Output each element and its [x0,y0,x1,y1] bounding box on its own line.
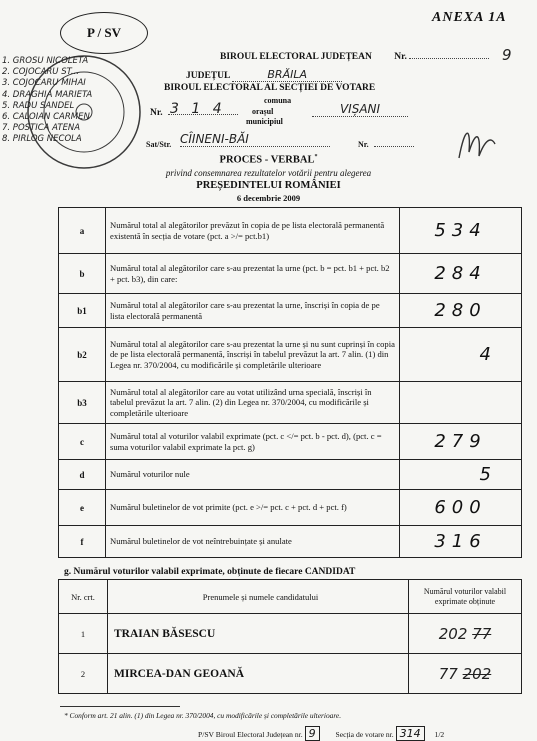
section-office-title: BIROUL ELECTORAL AL SECȚIEI DE VOTARE [164,83,376,93]
row-value: 5 [400,460,522,490]
signature-1: 1. GROSU NICOLETA [2,56,89,66]
row-value: 600 [400,490,522,526]
document-title: PROCES - VERBAL* [219,154,318,166]
row-text: Numărul buletinelor de vot primite (pct. e >/= pct. c + pct. d + pct. f) [106,490,400,526]
table-row [59,614,522,654]
row-code: d [59,460,106,490]
footnote: * Conform art. 21 alin. (1) din Legea nr. 370/2004, cu modificările și completările ulterioare. [64,711,342,720]
document-subtitle: privind consemnarea rezultatelor votării pentru alegerea [165,168,372,178]
annex-label: ANEXA 1A [432,10,507,25]
row-text: Numărul total al alegătorilor prevăzut în copia de pe lista electorală permanentă existentă în secția de votare (pct. a >/= pct.b1) [106,208,400,254]
row-value: 316 [400,526,522,558]
row-text: Numărul total al alegătorilor care au votat utilizând urna specială, înscriși în tabelul prevăzut la art. 7 alin. (2) din Legea nr. 370/2004, cu modificările și completările ulterioare [106,382,400,424]
footer-office-nr: 9 [305,726,320,741]
table-row [59,654,522,694]
locality-label-municipiu: municipiul [246,117,283,126]
row-text: Numărul total al alegătorilor care s-au prezentat la urne, înscriși în copia de pe lista electorală permanentă [106,294,400,328]
candidate-nr: 2 [59,654,108,694]
signature-4: 4. DRAGHIA MARIETA [2,89,93,100]
row-value: 284 [400,254,522,294]
office-title: BIROUL ELECTORAL JUDEȚEAN Nr. [220,52,489,62]
row-code: a [59,208,106,254]
row-code: b [59,254,106,294]
table-row [59,254,522,294]
village-value: CÎINENI-BĂI [180,132,330,147]
psv-stamp-oval [60,12,148,54]
table-row [59,382,522,424]
candidates-section-title: g. Numărul voturilor valabil exprimate, obținute de fiecare CANDIDAT [64,567,356,577]
row-code: b1 [59,294,106,328]
row-text: Numărul total al alegătorilor care s-au prezentat la urne (pct. b = pct. b1 + pct. b2 + pct. b3), din care: [106,254,400,294]
signature-2: 2. COJOCARU ST... [2,67,79,78]
row-code: c [59,424,106,460]
table-row [59,424,522,460]
col-name-header: Prenumele și numele candidatului [108,580,409,614]
row-text: Numărul buletinelor de vot neîntrebuințate și anulate [106,526,400,558]
document-date: 6 decembrie 2009 [236,193,301,203]
county-value: BRĂILA [232,68,342,82]
section-nr-value: 3 1 4 [170,101,226,117]
row-code: f [59,526,106,558]
county-line: JUDEȚUL BRĂILA [186,68,342,82]
locality-label-oras: orașul [252,107,274,116]
candidate-name: TRAIAN BĂSESCU [108,614,409,654]
office-nr-value: 9 [502,46,512,64]
results-table [58,207,522,558]
col-nr-header: Nr. crt. [59,580,108,614]
row-text: Numărul total al voturilor valabil exprimate (pct. c </= pct. b - pct. d), (pct. c = suma voturilor valabil exprimate la pct. g) [106,424,400,460]
row-value: 4 [400,328,522,382]
candidate-votes-struck: 202 [462,664,492,683]
signature-8: 8. PIRLOG NECOLA [2,134,82,145]
footer-section-nr: 314 [396,726,425,741]
candidate-votes-struck: 77 [472,624,492,643]
section-nr-label: Nr. [150,108,163,118]
signature-7: 7. POSTICA ATENA [2,123,81,134]
locality-label-comuna: comuna [264,96,292,105]
row-value [400,382,522,424]
signature-6: 6. CALOIAN CARMEN [2,112,90,123]
candidate-name: MIRCEA-DAN GEOANĂ [108,654,409,694]
table-row [59,526,522,558]
signature-5: 5. RADU SANDEL [2,100,75,111]
signature-3: 3. COJOCARU MIHAI [2,78,86,89]
locality-value: VIȘANI [312,102,408,117]
row-value: 534 [400,208,522,254]
col-votes-header: Numărul voturilor valabil exprimate obținute [409,580,522,614]
candidate-nr: 1 [59,614,108,654]
village-nr-label: Nr. [358,140,369,149]
footnote-divider [60,706,180,707]
village-label: Sat/Str. [146,140,172,149]
candidates-table [58,579,522,694]
row-text: Numărul total al alegătorilor care s-au prezentat la urne și nu sunt cuprinși în copia de pe lista electorală permanentă, înscriși în tabelul prevăzut la art. 7 alin. (1) din Legea nr. 370/2004, cu modificările și completările ulterioare [106,328,400,382]
row-code: b2 [59,328,106,382]
row-text: Numărul voturilor nule [106,460,400,490]
table-row [59,460,522,490]
candidate-votes [409,614,522,654]
table-row [59,294,522,328]
row-value: 280 [400,294,522,328]
table-row [59,490,522,526]
page-number: 1/2 [434,730,445,739]
psv-stamp-text: P / SV [87,25,121,40]
signature-list [2,56,92,146]
candidate-votes-value: 202 [438,624,468,643]
footer-line: P/SV Biroul Electoral Județean nr. 9 Secția de votare nr. 314 1/2 [198,727,445,740]
row-code: e [59,490,106,526]
candidate-votes-value: 77 [438,664,458,683]
document-subject: PREȘEDINTELUI ROMÂNIEI [196,180,341,191]
candidate-votes [409,654,522,694]
row-code: b3 [59,382,106,424]
table-row [59,208,522,254]
table-row [59,328,522,382]
row-value: 279 [400,424,522,460]
candidates-header-row [59,580,522,614]
